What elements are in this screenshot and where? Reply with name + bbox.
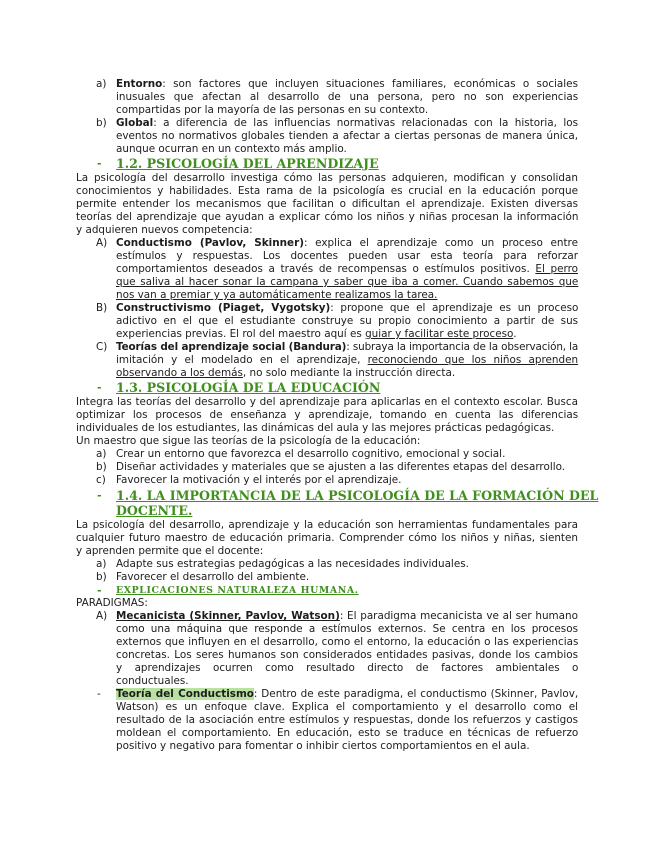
paragraph-line: concretas. Los seres humanos son considerados entidades pasivas, donde los cambios — [116, 649, 578, 661]
paragraph-line: Un maestro que sigue las teorías de la psicología de la educación: — [76, 435, 421, 447]
heading-bullet: - — [97, 489, 102, 502]
paragraph-line: Teorías del aprendizaje social (Bandura): subraya la importancia de la observación, la — [116, 341, 579, 353]
paragraph-line: y adquieren nuevos competencia: — [76, 224, 253, 236]
paragraph-line: moldean el comportamiento. En educación, esto se traduce en técnicas de refuerzo — [116, 727, 579, 739]
paragraph-line: aunque ocurran en un contexto más amplio. — [116, 143, 347, 155]
list-item: Favorecer la motivación y el interés por el aprendizaje. — [116, 474, 402, 486]
list-item: Diseñar actividades y materiales que se ajusten a las diferentes etapas del desarrollo. — [116, 461, 566, 473]
paragraph-line: optimizar los procesos de enseñanza y aprendizaje, tomando en cuenta las diferencias — [76, 409, 579, 421]
heading-1-2: 1.2. PSICOLOGÍA DEL APRENDIZAJE — [116, 156, 379, 171]
paragraph-line: Mecanicista (Skinner, Pavlov, Watson): El paradigma mecanicista ve al ser humano — [116, 610, 578, 622]
heading-1-4-cont: DOCENTE. — [116, 503, 193, 518]
list-marker: A) — [96, 610, 108, 622]
list-marker: a) — [96, 78, 107, 90]
heading-bullet: - — [97, 381, 102, 394]
list-marker: a) — [96, 448, 107, 460]
list-marker: b) — [96, 117, 107, 129]
term-mecanicista: Mecanicista (Skinner, Pavlov, Watson) — [116, 610, 340, 622]
heading-1-4: 1.4. LA IMPORTANCIA DE LA PSICOLOGÍA DE LA FORMACIÓN DEL — [116, 488, 599, 503]
list-item: Crear un entorno que favorezca el desarrollo cognitivo, emocional y social. — [116, 448, 506, 460]
list-marker: B) — [96, 302, 108, 314]
paradigmas-label: PARADIGMAS: — [76, 597, 148, 609]
paragraph-line: como una máquina que responde a estímulos externos. Se centra en los procesos — [116, 623, 578, 635]
heading-bullet: - — [97, 584, 102, 597]
term-aprendizaje-social: Teorías del aprendizaje social (Bandura) — [116, 341, 347, 353]
paragraph-line: positivo y negativo para fomentar o inhibir ciertos comportamientos en el aula. — [116, 740, 530, 752]
list-marker: A) — [96, 237, 108, 249]
paragraph-line: La psicología del desarrollo investiga cómo las personas adquieren, modifican y consolidan — [76, 172, 578, 184]
heading-bullet: - — [97, 157, 102, 170]
paragraph-line: La psicología del desarrollo, aprendizaje y la educación son herramientas fundamentales para — [76, 519, 578, 531]
paragraph-line: conocimientos y habilidades. Esta rama de la psicología es crucial en la educación porque — [76, 185, 578, 197]
paragraph-line: Teoría del Conductismo: Dentro de este paradigma, el conductismo (Skinner, Pavlov, — [116, 688, 579, 700]
heading-1-3: 1.3. PSICOLOGÍA DE LA EDUCACIÓN — [116, 380, 381, 395]
list-item: Adapte sus estrategias pedagógicas a las necesidades individuales. — [116, 558, 469, 570]
paragraph-line: adictivo en el que el estudiante construye su propio conocimiento a partir de sus — [116, 315, 579, 327]
paragraph-line: individuales de los estudiantes, las dinámicas del aula y las mejores prácticas pedagógicas. — [76, 422, 555, 434]
paragraph-line: estímulos y respuestas. Los docentes pueden usar esta teoría para reforzar — [116, 250, 579, 262]
paragraph-line: teorías del aprendizaje que ayudan a explicar cómo los niños y niñas procesan la información — [76, 211, 579, 223]
paragraph-line: externos que influyen en el desarrollo, como el entorno, la educación o las experiencias — [116, 636, 579, 648]
term-global: Global — [116, 117, 154, 129]
term-constructivismo: Constructivismo (Piaget, Vygotsky) — [116, 302, 331, 314]
paragraph-line: inusuales que afectan al desarrollo de una persona, pero no son experiencias — [116, 91, 579, 103]
paragraph-line: imitación y el modelado en el aprendizaje, reconociendo que los niños aprenden — [116, 354, 579, 366]
paragraph-line: Integra las teorías del desarrollo y del aprendizaje para aplicarlas en el contexto escolar. Busca — [76, 396, 578, 408]
paragraph-line: cualquier futuro maestro de educación primaria. Comprender cómo los niños y niñas, sienten — [76, 532, 578, 544]
list-marker: b) — [96, 571, 107, 583]
list-marker: a) — [96, 558, 107, 570]
underlined-line: nos van a premiar y ya automáticamente realizamos la tarea. — [116, 289, 438, 301]
paragraph-line: permite entender los mecanismos que facilitan o dificultan el aprendizaje. Existen diversas — [76, 198, 578, 210]
paragraph-line: Global: a diferencia de las influencias normativas relacionadas con la historia, los — [116, 117, 578, 129]
paragraph-line: eventos no normativos globales tienden a afectar a ciertas personas de manera única, — [116, 130, 578, 142]
term-conductismo: Conductismo (Pavlov, Skinner) — [116, 237, 304, 249]
paragraph-line: Entorno: son factores que incluyen situaciones familiares, económicas o sociales — [116, 78, 578, 90]
paragraph-line: Constructivismo (Piaget, Vygotsky): propone que el aprendizaje es un proceso — [116, 302, 579, 314]
paragraph-line: y aprenden permite que el docente: — [76, 545, 264, 557]
heading-explicaciones: EXPLICACIONES NATURALEZA HUMANA. — [116, 585, 359, 596]
term-conductismo-highlight: Teoría del Conductismo — [116, 688, 254, 700]
paragraph-line: Watson) es un enfoque clave. Explica el comportamiento y el desarrollo como el — [116, 701, 578, 713]
paragraph-line: compartidas por la mayoría de las personas en su contexto. — [116, 104, 429, 116]
paragraph-line: observando a los demás, no solo mediante la instrucción directa. — [116, 367, 456, 379]
paragraph-line: experiencias previas. El rol del maestro aquí es guiar y facilitar este proceso. — [116, 328, 517, 340]
underlined-line: que saliva al hacer sonar la campana y saber que iba a comer. Cuando sabemos que — [116, 276, 579, 288]
paragraph-line: resultado de la asociación entre estímulos y respuestas, donde los refuerzos y castigos — [116, 714, 578, 726]
paragraph-line: Conductismo (Pavlov, Skinner): explica el aprendizaje como un proceso entre — [116, 237, 578, 249]
term-entorno: Entorno — [116, 78, 163, 90]
list-item: Favorecer el desarrollo del ambiente. — [116, 571, 310, 583]
list-marker: - — [97, 688, 101, 700]
paragraph-line: comportamientos deseados a través de recompensas o estímulos positivos. El perro — [116, 263, 578, 275]
paragraph-line: conductuales. — [116, 675, 189, 687]
paragraph-line: y aprendizajes ocurren como resultado directo de factores ambientales o — [116, 662, 579, 674]
list-marker: c) — [96, 474, 106, 486]
list-marker: C) — [96, 341, 108, 353]
list-marker: b) — [96, 461, 107, 473]
